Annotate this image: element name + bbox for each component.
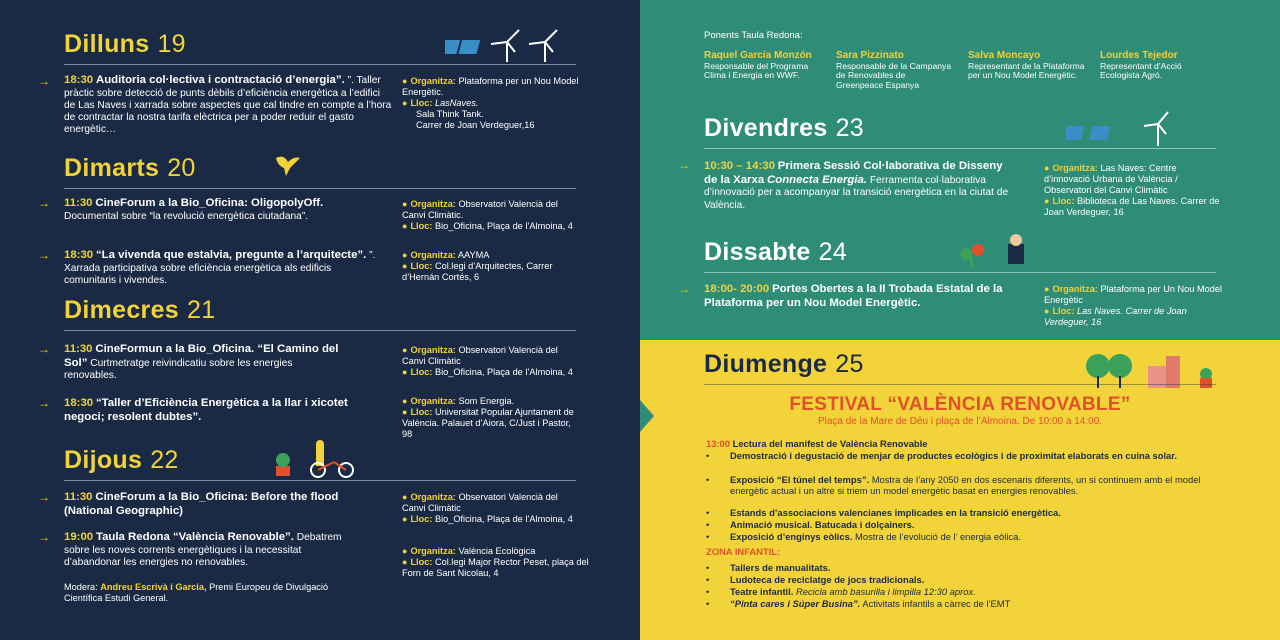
lloc-label: Lloc:	[1052, 196, 1075, 207]
day-name: Diumenge	[704, 350, 828, 378]
ponent	[968, 50, 1086, 81]
day-heading-diumenge	[704, 350, 864, 379]
event-title: Auditoria col·lectiva i contractació d’energia”.	[95, 74, 345, 86]
day-heading-dimecres	[64, 296, 215, 325]
lloc-label: Lloc:	[410, 557, 433, 568]
ponent-name: Raquel García Monzón	[704, 50, 812, 61]
lloc-value: Col.legi Major Rector Peset, plaça del Forn de Sant Nicolau, 4	[402, 557, 589, 579]
organitza-value: Las Naves: Centre d’innovació Urbana de València / Observatori del Canvi Climàtic	[1044, 163, 1178, 196]
event-info	[402, 345, 582, 378]
day-heading-dijous	[64, 446, 179, 475]
lloc-label: Lloc:	[410, 261, 433, 272]
moderator-line	[64, 582, 364, 604]
lloc-value: Bio_Oficina, Plaça de l’Almoina, 4	[434, 367, 573, 378]
event-dimecres-2	[64, 397, 374, 424]
day-name: Dijous	[64, 446, 143, 474]
divider	[64, 480, 576, 481]
event-title: CineForum a la Bio_Oficina: OligopolyOff.	[95, 197, 324, 209]
ponent-name: Sara Pizzinato	[836, 50, 904, 61]
organitza-value: AAYMA	[457, 250, 490, 260]
divider	[64, 64, 576, 65]
event-dimarts-2	[64, 249, 384, 287]
item-bold: Ludoteca de reciclatge de jocs tradicionals.	[730, 574, 925, 585]
arrow-icon: →	[38, 342, 50, 356]
bullet-icon: ●	[402, 514, 408, 525]
day-heading-dissabte	[704, 238, 847, 267]
event-dijous-2	[64, 531, 354, 569]
item-text: Activitats infantils a càrrec de l’EMT	[862, 598, 1011, 609]
ponent-role: Representant d’Acció Ecologista Agró.	[1100, 60, 1182, 81]
event-time: 11:30	[64, 491, 93, 503]
ponent-role: Responsable del Programa Clima i Energia en WWF.	[704, 60, 809, 81]
ponent-name: Lourdes Tejedor	[1100, 50, 1178, 61]
event-title: CineForum a la Bio_Oficina: Before the flood (National Geographic)	[64, 491, 339, 517]
bullet-icon: •	[706, 531, 710, 542]
lloc-value: Bio_Oficina, Plaça de l’Almoina, 4	[434, 514, 573, 525]
event-time: 13:00	[706, 438, 730, 449]
day-number: 19	[157, 30, 186, 58]
day-number: 25	[835, 350, 864, 378]
kids-item	[730, 598, 1210, 609]
day-name: Dimarts	[64, 154, 160, 182]
lloc-value: Sala Think Tank.	[416, 109, 484, 120]
lloc-label: Lloc:	[410, 407, 433, 418]
bullet-icon: ●	[402, 250, 408, 260]
lloc-label: Lloc:	[410, 221, 433, 232]
ponent	[836, 50, 954, 91]
day-name: Dilluns	[64, 30, 150, 58]
zona-label: ZONA INFANTIL:	[706, 546, 781, 557]
event-title-italic: Connecta Energia.	[767, 173, 868, 186]
bullet-icon: ●	[402, 396, 408, 406]
organitza-label: Organitza:	[410, 546, 456, 556]
kids-item	[730, 574, 1210, 585]
event-time: 10:30 – 14:30	[704, 160, 775, 172]
event-time: 11:30	[64, 197, 93, 209]
bullet-icon: ●	[402, 557, 408, 568]
lloc-value: Las Naves. Carrer de Joan Verdeguer, 16	[1044, 306, 1187, 328]
lloc-label: Lloc:	[410, 514, 433, 525]
item-bold: Animació musical. Batucada i dolçainers.	[730, 519, 915, 530]
event-title: “La vivenda que estalvia, pregunte a l’arquitecte”.	[95, 249, 367, 261]
event-title: Portes Obertes a la II Trobada Estatal de la Plataforma per un Nou Model Energètic.	[704, 283, 1003, 309]
event-info	[402, 250, 582, 283]
solar-wind-icon	[1066, 106, 1186, 146]
event-title: Primera Sessió Col·laborativa de Disseny de la Xarxa	[704, 160, 1003, 186]
organitza-value: Plataforma per Un Nou Model Energètic	[1044, 284, 1222, 306]
bullet-icon: ●	[1044, 306, 1050, 317]
bullet-icon: ●	[402, 546, 408, 556]
organitza-value: Som Energia.	[458, 396, 515, 406]
item-bold: Tallers de manualitats.	[730, 562, 831, 573]
organitza-value: Observatori Valencià del Canvi Climàtic	[402, 345, 558, 367]
organitza-label: Organitza:	[410, 250, 456, 260]
organitza-label: Organitza:	[410, 199, 456, 209]
event-time: 18:30	[64, 249, 94, 261]
event-info	[402, 76, 582, 131]
festival-item	[730, 474, 1210, 497]
festival-title: FESTIVAL “VALÈNCIA RENOVABLE”	[789, 394, 1131, 415]
organitza-value: Observatori Valencià del Canvi Climàtic	[402, 492, 558, 514]
day-name: Divendres	[704, 114, 828, 142]
organitza-value: Plataforma per un Nou Model Energètic.	[402, 76, 579, 98]
event-desc: ”. Taller pràctic sobre detecció de punts dèbils d’eficiència energètica a l’edifici de Las Naves i xarrada sobre aspectes que cal tindre en compte a l’hora de contractar la nostra tarifa elèctrica per a poder reduir el gasto energètic…	[64, 75, 392, 136]
modera-label: Modera:	[64, 582, 98, 592]
divider	[704, 272, 1216, 273]
bullet-icon: •	[706, 574, 710, 585]
arrow-icon: →	[38, 530, 50, 544]
zona-infantil	[706, 546, 1206, 557]
event-dimarts-1	[64, 197, 364, 223]
bullet-icon: •	[706, 507, 710, 518]
bullet-icon: •	[706, 519, 710, 530]
event-desc: Curtmetratge reivindicatiu sobre les energies renovables.	[64, 357, 293, 382]
organitza-label: Organitza:	[410, 345, 456, 355]
event-info	[402, 199, 582, 232]
event-dilluns-1	[64, 74, 392, 137]
organitza-value: Observatori Valencià del Canvi Climàtic.	[402, 199, 558, 221]
kids-item	[730, 562, 1210, 573]
organitza-label: Organitza:	[1052, 284, 1098, 294]
item-bold: Exposició d’enginys eòlics.	[730, 531, 853, 542]
ponents-title: Ponents Taula Redona:	[704, 30, 803, 41]
event-title: CineFormun a la Bio_Oficina. “El Camino del Sol”	[64, 343, 339, 369]
item-text: Recicla amb basurilla i limpilla 12:30 aprox.	[796, 586, 976, 597]
bullet-icon: ●	[402, 98, 408, 109]
bullet-icon: ●	[402, 221, 408, 232]
solar-wind-icon	[445, 22, 575, 64]
lloc-value: Bio_Oficina, Plaça de l’Almoina, 4	[434, 221, 573, 232]
lloc-value: Col.legi d’Arquitectes, Carrer d’Hernán Cortés, 6	[402, 261, 553, 283]
item-bold: Teatre infantil.	[730, 586, 794, 597]
event-dissabte-1	[704, 283, 1004, 310]
festival-item	[730, 507, 1210, 518]
event-time: 18:30	[64, 397, 94, 409]
ponent-name: Salva Moncayo	[968, 50, 1041, 61]
event-title: “Taller d’Eficiència Energètica a la llar i xicotet negoci; resolent dubtes”.	[64, 397, 348, 423]
day-name: Dimecres	[64, 296, 179, 324]
divider	[64, 188, 576, 189]
day-number: 21	[186, 296, 216, 324]
day-heading-dilluns	[64, 30, 186, 59]
item-bold: “Pinta cares i Súper Busina”.	[730, 598, 861, 609]
bullet-icon: ●	[402, 76, 408, 86]
arrow-icon: →	[38, 74, 50, 88]
moderator-name: Andreu Escrivà i Garcia,	[100, 582, 207, 592]
arrow-icon: →	[678, 158, 690, 172]
item-bold: Exposició “El túnel del temps”.	[730, 474, 870, 485]
day-name: Dissabte	[704, 238, 811, 266]
lectura-line	[706, 438, 1206, 449]
bullet-icon: ●	[1044, 284, 1050, 294]
garden-person-icon	[956, 232, 1036, 270]
bird-icon	[272, 150, 302, 178]
ponent	[704, 50, 822, 81]
lloc-label: Lloc:	[1052, 306, 1075, 317]
day-number: 23	[835, 114, 865, 142]
bullet-icon: ●	[402, 261, 408, 272]
event-desc: Documental sobre “la revolució energètica ciutadana”.	[64, 210, 309, 222]
item-text: Mostra de l’any 2050 en dos escenaris diferents, un si continuem amb el model energètic actual i un altre si triem un model energètic basat en energies renovables.	[730, 474, 1201, 497]
event-info	[402, 396, 582, 440]
divider	[64, 330, 576, 331]
event-time: 19:00	[64, 531, 94, 543]
lectura-text: Lectura del manifest de València Renovable	[732, 438, 928, 449]
event-info	[402, 492, 582, 525]
event-time: 18:30	[64, 74, 94, 86]
ponent	[1100, 50, 1218, 81]
event-desc: ”. Xarrada participativa sobre eficiència energètica als edificis comunitaris i vivendes.	[64, 250, 376, 286]
bullet-icon: ●	[402, 407, 408, 418]
event-info	[402, 546, 592, 579]
item-bold: Demostració i degustació de menjar de productes ecològics i de proximitat elaborats en cuina solar.	[730, 450, 1178, 461]
lloc-value: Universitat Popular Ajuntament de València. Palauet d’Aiora, C/Just i Pastor, 98	[402, 407, 574, 440]
organitza-label: Organitza:	[410, 396, 456, 406]
ponent-role: Representant de la Plataforma per un Nou Model Energètic.	[968, 60, 1085, 81]
teal-section	[640, 0, 1280, 340]
organitza-label: Organitza:	[410, 492, 456, 502]
item-bold: Estands d’associacions valencianes implicades en la transició energètica.	[730, 507, 1061, 518]
day-number: 22	[150, 446, 179, 474]
ponent-role: Responsable de la Campanya de Renovables de Greenpeace Espanya	[836, 60, 952, 91]
arrow-icon: →	[38, 490, 50, 504]
day-number: 20	[167, 154, 196, 182]
bullet-icon: •	[706, 474, 710, 485]
lloc-value: LasNaves.	[434, 98, 479, 109]
event-time: 11:30	[64, 343, 93, 355]
arrow-icon: →	[38, 396, 50, 410]
organitza-label: Organitza:	[1052, 163, 1098, 173]
lloc-label: Lloc:	[410, 98, 433, 109]
bullet-icon: ●	[402, 367, 408, 378]
festival-subtitle: Plaça de la Mare de Déu i plaça de l’Almoina. De 10:00 a 14:00.	[817, 416, 1103, 427]
event-info	[1044, 163, 1224, 218]
festival-item	[730, 519, 1210, 530]
divider	[704, 384, 1216, 385]
bullet-icon: •	[706, 450, 710, 461]
lloc-value: Biblioteca de Las Naves. Carrer de Joan Verdeguer, 16	[1044, 196, 1220, 218]
festival-item	[730, 531, 1210, 542]
yellow-section	[640, 340, 1280, 640]
day-heading-divendres	[704, 114, 864, 143]
moderator-award: Premi Europeu de Divulgació Científica Estudi General.	[64, 582, 329, 604]
bullet-icon: ●	[402, 345, 408, 355]
event-title: Taula Redona “València Renovable”.	[95, 531, 294, 543]
kids-item	[730, 586, 1210, 597]
organitza-value: València Ecològica	[458, 546, 536, 556]
lloc-label: Lloc:	[410, 367, 433, 378]
bullet-icon: •	[706, 586, 710, 597]
festival-item	[730, 450, 1210, 461]
day-heading-dimarts	[64, 154, 196, 183]
bullet-icon: ●	[402, 492, 408, 502]
plant-bicycle-icon	[266, 440, 361, 480]
arrow-icon: →	[678, 282, 690, 296]
item-text: Mostra de l’evolució de l’ energia eòlica.	[855, 531, 1021, 542]
day-number: 24	[818, 238, 848, 266]
event-dimecres-1	[64, 343, 344, 383]
divider	[704, 148, 1216, 149]
arrow-icon: →	[38, 248, 50, 262]
bullet-icon: ●	[402, 199, 408, 209]
bullet-icon: ●	[1044, 163, 1050, 173]
right-panel	[640, 0, 1280, 640]
event-desc: Ferramenta col·laborativa d’innovació per a acompanyar la transició energètica en la ciutat de València.	[704, 174, 1009, 211]
bullet-icon: ●	[1044, 196, 1050, 207]
bullet-icon: •	[706, 562, 710, 573]
event-desc: Debatrem sobre les noves corrents energètiques i la necessitat d’abandonar les energies no renovables.	[64, 532, 342, 568]
organitza-label: Organitza:	[410, 76, 456, 86]
bullet-icon: •	[706, 598, 710, 609]
lloc-value: Carrer de Joan Verdeguer,16	[416, 120, 535, 131]
event-time: 18:00- 20:00	[704, 283, 770, 295]
arrow-icon: →	[38, 196, 50, 210]
event-dijous-1	[64, 491, 374, 518]
event-divendres-1	[704, 160, 1014, 212]
event-info	[1044, 284, 1224, 328]
